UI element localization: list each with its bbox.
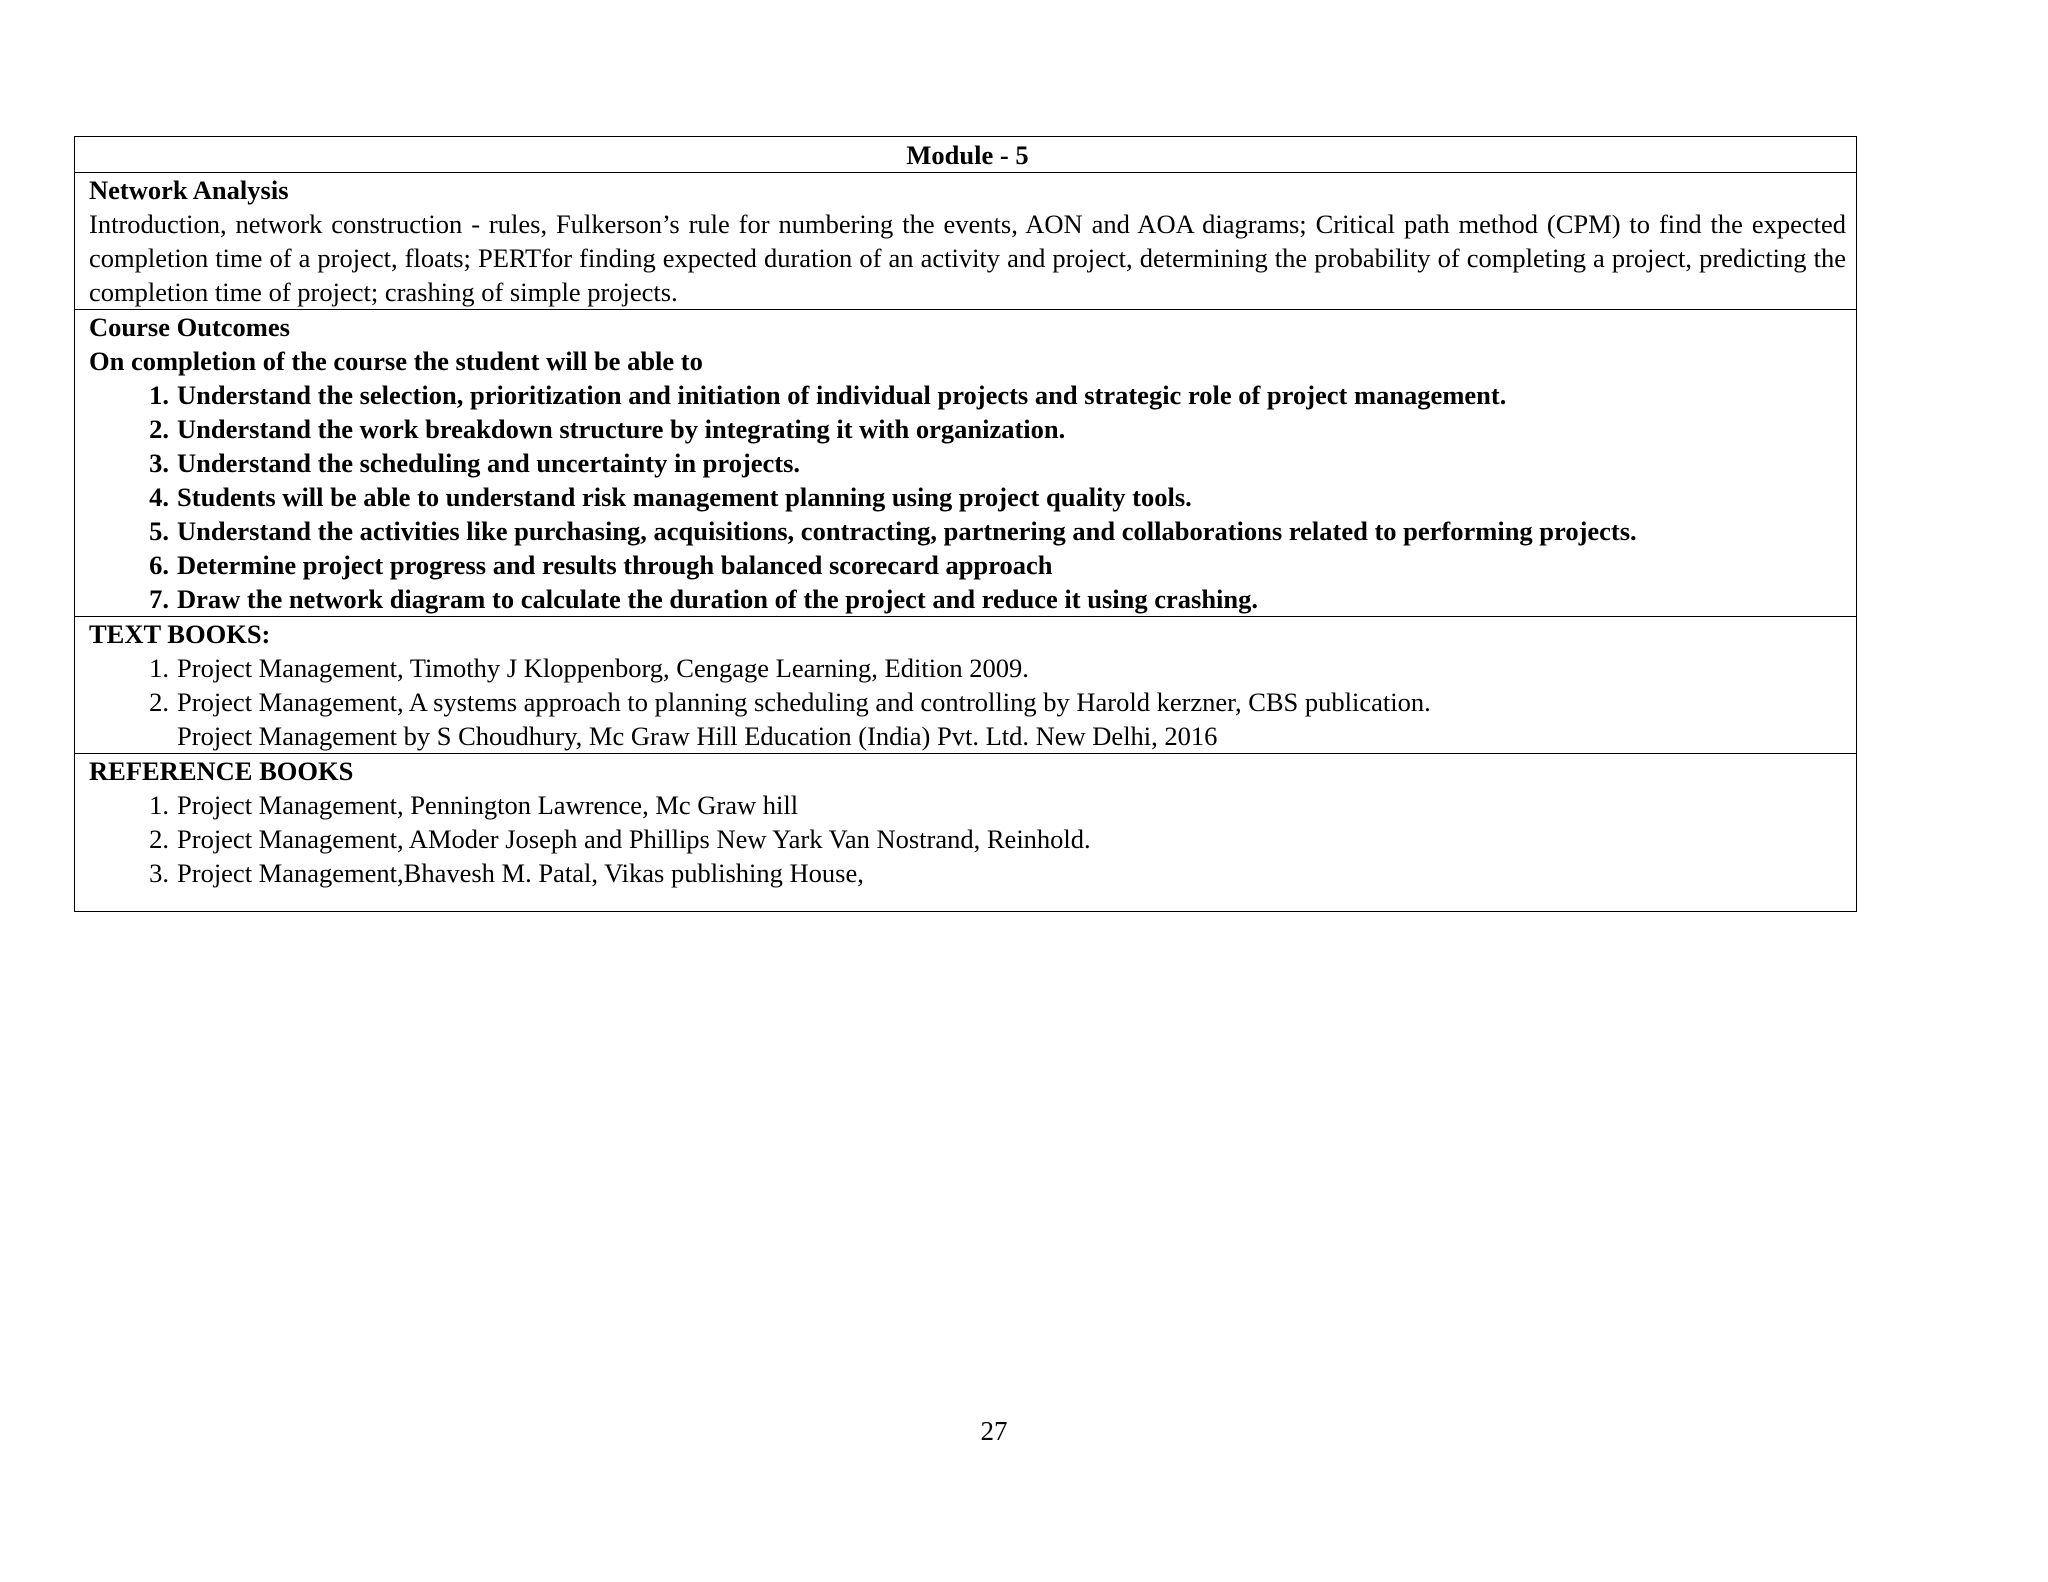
- outcome-text: Students will be able to understand risk management planning using project quality tools.: [177, 482, 1192, 512]
- text-book-extra: Project Management by S Choudhury, Mc Graw Hill Education (India) Pvt. Ltd. New Delhi, 2016: [177, 721, 1218, 751]
- reference-book-text: Project Management,Bhavesh M. Patal, Vikas publishing House,: [177, 858, 864, 888]
- outcome-text: Understand the activities like purchasing, acquisitions, contracting, partnering and collaborations related to performing projects.: [177, 516, 1637, 546]
- outcome-item: [89, 514, 1846, 548]
- text-book-item: [89, 651, 1846, 685]
- reference-books-section: [75, 753, 1856, 911]
- outcome-number: 7.: [149, 584, 169, 614]
- outcome-number: 4.: [149, 482, 169, 512]
- course-outcomes-heading: Course Outcomes: [89, 312, 290, 342]
- outcome-number: 1.: [149, 380, 169, 410]
- outcome-text: Understand the work breakdown structure by integrating it with organization.: [177, 414, 1066, 444]
- outcome-item: [89, 582, 1846, 616]
- reference-books-heading: REFERENCE BOOKS: [89, 756, 354, 786]
- outcome-text: Draw the network diagram to calculate the duration of the project and reduce it using crashing.: [177, 584, 1259, 614]
- text-book-text: Project Management, A systems approach to planning scheduling and controlling by Harold kerzner, CBS publication.: [177, 687, 1431, 717]
- course-outcomes-intro: On completion of the course the student will be able to: [89, 346, 703, 376]
- network-analysis-body: Introduction, network construction - rules, Fulkerson’s rule for numbering the events, AON and AOA diagrams; Critical path method (CPM) to find the expected completion time of a project, floats; PERTfor finding expected duration of an activity and project, determining the probability of completing a project, predicting the completion time of project; crashing of simple projects.: [89, 209, 1846, 307]
- text-book-text: Project Management, Timothy J Kloppenborg, Cengage Learning, Edition 2009.: [177, 653, 1029, 683]
- reference-book-item: [89, 822, 1846, 856]
- reference-book-item: [89, 856, 1846, 890]
- outcome-number: 3.: [149, 448, 169, 478]
- text-books-section: [75, 616, 1856, 753]
- reference-book-number: 1.: [149, 790, 169, 820]
- reference-book-number: 2.: [149, 824, 169, 854]
- text-books-heading: TEXT BOOKS:: [89, 619, 271, 649]
- reference-book-item: [89, 788, 1846, 822]
- text-book-number: 2.: [149, 687, 169, 717]
- page-number: 27: [980, 1416, 1008, 1446]
- outcome-text: Understand the scheduling and uncertainty in projects.: [177, 448, 801, 478]
- outcome-item: [89, 412, 1846, 446]
- outcome-number: 2.: [149, 414, 169, 444]
- outcome-number: 5.: [149, 516, 169, 546]
- reference-book-text: Project Management, Pennington Lawrence, Mc Graw hill: [177, 790, 799, 820]
- reference-book-number: 3.: [149, 858, 169, 888]
- text-book-number: 1.: [149, 653, 169, 683]
- outcome-item: [89, 548, 1846, 582]
- network-analysis-heading: Network Analysis: [89, 175, 289, 205]
- outcome-item: [89, 378, 1846, 412]
- outcome-item: [89, 480, 1846, 514]
- module-title: Module - 5: [906, 140, 1029, 170]
- text-books-list: [89, 651, 1846, 719]
- network-analysis-section: [75, 172, 1856, 309]
- course-outcomes-section: [75, 309, 1856, 616]
- reference-book-text: Project Management, AModer Joseph and Phillips New Yark Van Nostrand, Reinhold.: [177, 824, 1091, 854]
- outcome-number: 6.: [149, 550, 169, 580]
- outcome-text: Understand the selection, prioritization and initiation of individual projects and strategic role of project management.: [177, 380, 1507, 410]
- reference-books-list: [89, 788, 1846, 890]
- outcome-text: Determine project progress and results through balanced scorecard approach: [177, 550, 1053, 580]
- course-outcomes-list: [89, 378, 1846, 616]
- outcome-item: [89, 446, 1846, 480]
- syllabus-table: [74, 136, 1857, 912]
- text-book-item: [89, 685, 1846, 719]
